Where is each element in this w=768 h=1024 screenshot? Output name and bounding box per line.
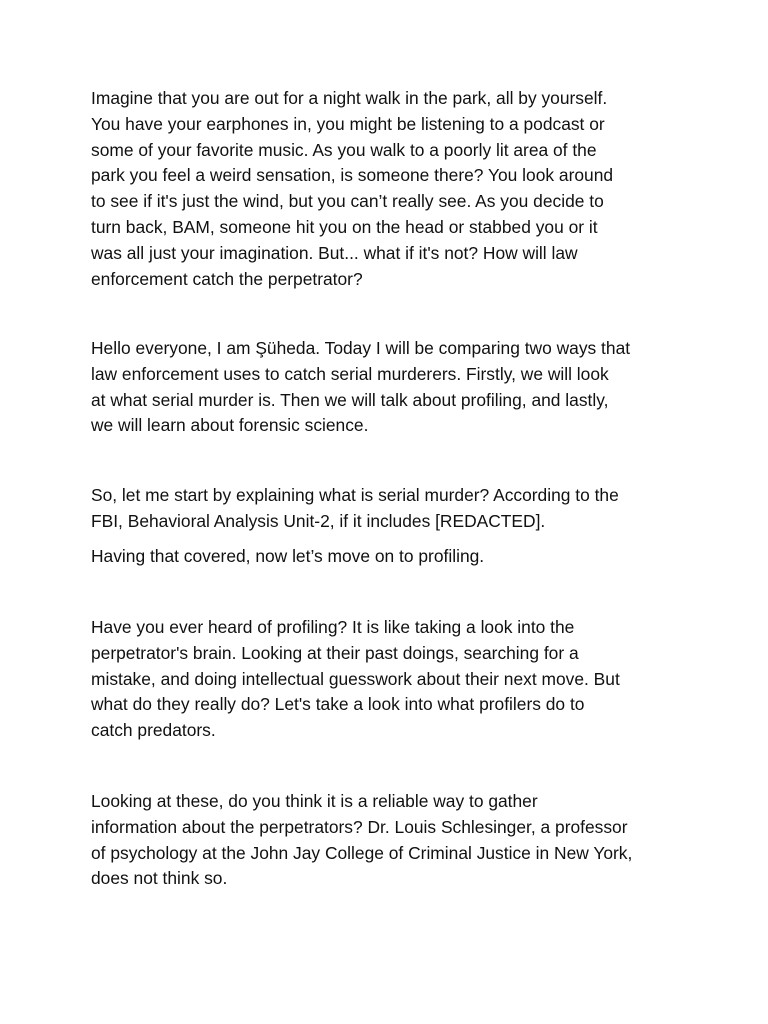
paragraph-serial-murder [91, 483, 681, 535]
text-line: what do they really do? Let's take a look into what profilers do to [91, 694, 585, 715]
paragraph-transition [91, 544, 681, 570]
text-line: Hello everyone, I am Şüheda. Today I will be comparing two ways that [91, 338, 631, 358]
text-line: So, let me start by explaining what is serial murder? According to the [91, 485, 619, 505]
paragraph-greeting [91, 336, 681, 439]
text-line: does not think so. [91, 868, 228, 889]
text-line: park you feel a weird sensation, is someone there? You look around [91, 165, 614, 186]
text-line: Having that covered, now let’s move on to profiling. [91, 546, 485, 566]
text-line: law enforcement uses to catch serial murderers. Firstly, we will look [91, 363, 609, 384]
paragraph-reliability [91, 789, 681, 892]
text-line: at what serial murder is. Then we will talk about profiling, and lastly, [91, 389, 609, 410]
text-line: of psychology at the John Jay College of Criminal Justice in New York, [91, 842, 633, 863]
text-line: Looking at these, do you think it is a reliable way to gather [91, 791, 538, 811]
text-line: to see if it's just the wind, but you can’t really see. As you decide to [91, 191, 604, 212]
text-line: some of your favorite music. As you walk to a poorly lit area of the [91, 139, 597, 160]
paragraph-profiling [91, 615, 681, 744]
paragraph-intro [91, 86, 681, 292]
text-line: Imagine that you are out for a night walk in the park, all by yourself. [91, 88, 608, 108]
text-line: was all just your imagination. But... what if it's not? How will law [91, 242, 578, 263]
text-line: turn back, BAM, someone hit you on the head or stabbed you or it [91, 216, 598, 237]
text-line: information about the perpetrators? Dr. Louis Schlesinger, a professor [91, 816, 628, 837]
text-line: Have you ever heard of profiling? It is like taking a look into the [91, 617, 575, 637]
text-line: You have your earphones in, you might be listening to a podcast or [91, 113, 605, 134]
text-line: enforcement catch the perpetrator? [91, 268, 363, 289]
text-line: mistake, and doing intellectual guesswork about their next move. But [91, 668, 620, 689]
text-line: perpetrator's brain. Looking at their past doings, searching for a [91, 642, 579, 663]
text-line: catch predators. [91, 720, 216, 741]
text-line: we will learn about forensic science. [91, 415, 369, 436]
text-line: FBI, Behavioral Analysis Unit-2, if it includes [REDACTED]. [91, 510, 546, 531]
